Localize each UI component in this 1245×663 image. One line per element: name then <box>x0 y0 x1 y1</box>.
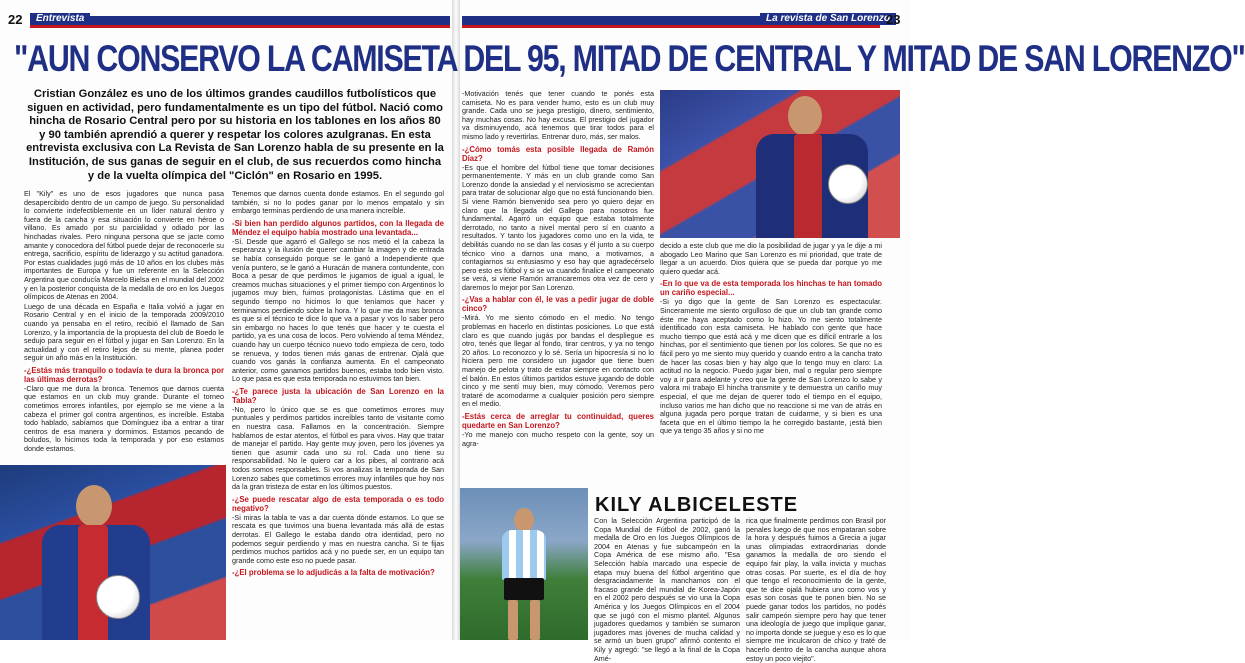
section-label-left: Entrevista <box>30 13 90 25</box>
interview-question: -Si bien han perdido algunos partidos, con la llegada de Méndez el equipo había mostrado una levantada... <box>232 218 444 237</box>
intro-paragraph: Cristian González es uno de los últimos grandes caudillos futbolísticos que siguen en actividad, pero fundamentalmente es un tipo del fútbol. Nació como hincha de Rosario Central pero por su historia en los tablones en los años 80 y 90 también aprendió a querer y respetar los colores azulgranas. En esta entrevista exclusiva con La Revista de San Lorenzo habla de su presente en la Institución, de sus ganas de seguir en el club, de sus recuerdos como hincha y de la vuelta olímpica del "Ciclón" en Rosario en 1995. <box>26 88 444 182</box>
player-photo-right <box>660 90 900 238</box>
interview-question: -¿Se puede rescatar algo de esta temporada o es todo negativo? <box>232 494 444 513</box>
paragraph: -Claro que me dura la bronca. Tenemos que darnos cuenta que estamos en un club muy grande. Durante el torneo cometimos errores infantiles, por ejemplo se me viene a la cabeza el primer gol contra argentinos, es increíble. Estaba todo hablado, sabíamos que Domínguez iba a entrar a tirar centros de esa manera y dormimos. Estamos pecando de boludos, lo hicimos toda la temporada y por eso estamos donde estamos. <box>24 383 224 454</box>
interview-question: -¿Cómo tomás esta posible llegada de Ramón Díaz? <box>462 144 654 163</box>
sidebar-column-2 <box>746 516 886 663</box>
interview-question: -¿Te parece justa la ubicación de San Lorenzo en la Tabla? <box>232 386 444 405</box>
page-number-left: 22 <box>8 12 23 27</box>
paragraph: -Si miras la tabla te vas a dar cuenta dónde estamos. Lo que se rescata es que tuvimos una buena levantada más allá de estas derrotas. El Gallego le estaba dando otra identidad, pero no podemos seguir perdiendo y mas en nuestra cancha. Si te fijas perdimos muchos partidos acá y no puede ser, en un equipo tan grande como este eso no puede pasar. <box>232 512 444 565</box>
paragraph: rica que finalmente perdimos con Brasil por penales luego de que nos empataran sobre la hora y después fuimos a Grecia a jugar unas olimpiadas extraordinarias donde ganamos la medalla de oro siendo el equipo fair play, la valla invicta y muchas otras cosas. Por suerte, es el día de hoy que tengo el reconocimiento de la gente, que te dice ojalá hubiera uno como vos y esas son cosas que te ponen bien. No se puede ganar todos los partidos, no podés salir campeón siempre pero hay que tener una ideología de juego que implique ganar, no importa donde se juegue y eso es lo que siempre me inculcaron de chico y traté de hacerlo dentro de la cancha aunque ahora estoy un poco viejito". <box>746 516 886 663</box>
paragraph: -Mirá. Yo me siento cómodo en el medio. No tengo problemas en hacerlo en distintas posiciones. Lo que está claro es que cuando jugás por bandas el despliegue es otro, tenés que llegar al fondo, tirar centros, y ya no tengo 20 años. Lo reconozco y lo sé. Sería un hipocresía si no lo hiciera pero me considero un jugador que tiene buen manejo de pelota y trato de estar siempre en contacto con el balón. En estos últimos partidos estuve jugando de doble cinco y me sentí muy bien, muy cómodo. Veremos pero trataré de acomodarme a cualquier posición pero siempre en el medio. <box>462 313 654 409</box>
interview-question: -En lo que va de esta temporada los hinchas te han tomado un cariño especial... <box>660 279 882 298</box>
paragraph: -Es que el hombre del fútbol tiene que tomar decisiones permanentemente. Y más en un club grande como San Lorenzo donde la ansiedad y el nerviosismo se acrecientan para tratar de solucionar algo que no está funcionando bien. Si viene Ramón bienvenido sea pero yo quiero dejar en claro que la llegada del Gallego para nosotros fue fundamental. Agarró un equipo que estaba totalmente derrotado, no tanto a nivel mental pero sí en cuanto a resultados. Y tanto los jugadores como uno en la vida, te debilitás cuando no se dan las cosas y él junto a su cuerpo técnico vino a darnos una mano, a motivarnos, a contagiarnos su entusiasmo y eso hay que agradecérselo pero esto es fútbol y si se va cuando finalice el campeonato se verá, si viene Ramón arrancaremos otra vez de cero y daremos lo mejor por San Lorenzo. <box>462 162 654 292</box>
sidebar-title: KILY ALBICELESTE <box>595 494 799 516</box>
paragraph: -Sí. Desde que agarró el Gallego se nos metió el la cabeza la esperanza y la ilusión de querer cambiar la imagen y de entrada se había conseguido porque se le ganó a Independiente que venía puntero, se le ganó a Huracán de manera contundente, con Boca a pesar de que perdimos le jugamos de igual a igual, le creamos muchas situaciones y el primer tiempo con Argentinos lo jugamos muy bien, fuimos protagonistas. Lástima que en el segundo tiempo no hicimos lo que teníamos que hacer y terminamos perdiendo sobre la hora. Y lo que me da mas bronca es que si el técnico te dice lo que va a pasar y vos lo saber pero sin embargo no haces lo que tenés que hacer y te cuesta el partido, ya es una cosa de locos. Pero volviendo al tema Méndez, cuando hay un cuerpo técnico nuevo todo empieza de cero, todo se renueva, y todos tienen más ganas de entrenar. Ojalá que cuando vos ganás la confianza aumenta. En el campeonato anterior, como ganamos partidos buenos, estaba todo bien visto. Lo que pasa es que esta temporada no estuvimos tan bien. <box>232 236 444 384</box>
paragraph: Luego de una década en España e Italia volvió a jugar en Rosario Central y en el inicio de la temporada 2009/2010 cuando ya pensaba en el retiro, recibió el llamado de San Lorenzo, y la importancia de la propuesta del club de Boedo le sedujo para seguir en el fútbol y jugar en San Lorenzo. En la actualidad y con el retiro lejos de su mente, planea poder seguir un año más en la Institución. <box>24 301 224 363</box>
header-bar-left <box>30 16 450 25</box>
paragraph: -Motivación tenés que tener cuando te ponés esta camiseta. No es para vender humo, esto es un club muy grande. Cada uno se juega prestigio, dinero, sentimiento, hay muchas cosas. No hay excusa. El prestigio del jugador va disminuyendo, acá tenemos que tirar todos para el mismo lado y revertirlas. Entrenar duro, más, ser malos. <box>462 89 654 141</box>
article-column-2 <box>232 190 444 638</box>
sidebar-column-1 <box>594 516 740 663</box>
interview-question: -¿Estás más tranquilo o todavía te dura la bronca por las últimas derrotas? <box>24 365 224 384</box>
article-column-1 <box>24 190 224 462</box>
article-column-4 <box>660 242 882 484</box>
interview-question: -¿El problema se lo adjudicás a la falta de motivación? <box>232 568 435 578</box>
paragraph: Tenemos que darnos cuenta donde estamos. En el segundo gol también, si no lo podes ganar por lo menos empatalo y sin embargo terminas perdiendo de una manera increíble. <box>232 189 444 216</box>
paragraph: decido a este club que me dio la posibilidad de jugar y ya le dije a mi abogado Leo Marino que San Lorenzo es mi prioridad, que trate de llegar a un acuerdo. Dios quiera que se pueda dar porque yo me quiero quedar acá. <box>660 241 882 276</box>
paragraph: -Yo me manejo con mucho respeto con la gente, soy un agra- <box>462 430 654 448</box>
page-number-right: 23 <box>886 12 901 27</box>
article-column-3 <box>462 90 654 484</box>
headline: "AUN CONSERVO LA CAMISETA DEL 95, MITAD DE CENTRAL Y MITAD DE SAN LORENZO" <box>14 38 1245 79</box>
page-gutter <box>452 0 460 640</box>
paragraph: -Si yo digo que la gente de San Lorenzo es espectacular. Sinceramente me siento orgulloso de que un club tan grande como éste me haya aceptado como lo hizo. Yo me siento totalmente identificado con esta camiseta. He hablado con gente que hace mucho tiempo que está acá y me dicen que es difícil entrarle a los hinchas, por el sentimiento que tienen por los colores. Se que no es fácil pero yo me siento muy querido y cuando entro a la cancha trato de hacer las cosas bien y hay algo que lo tengo muy en claro: La actitud no la negocio. Puedo jugar bien, mal o regular pero siempre voy a ir para adelante y creo que la gente de San Lorenzo lo sabe y valora mi trabajo El hincha transmite y te demuestra un cariño muy especial, el que me dejan de querer todo el tiempo en el equipo, incluso varios me han dicho que no reaccione si me van de atrás en alguna jugada pero porque tratan de cuidarme, y si bien es una faceta que en el último tiempo la he corregido bastante, ¡está bien que ya tengo 35 años y si no me <box>660 297 882 436</box>
section-label-right: La revista de San Lorenzo <box>760 13 896 25</box>
interview-question: -¿Vas a hablar con él, le vas a pedir jugar de doble cinco? <box>462 295 654 314</box>
paragraph: El "Kily" es uno de esos jugadores que nunca pasa desapercibido dentro de un campo de juego. Su personalidad lo convierte indefectiblemente en un líder natural dentro y fuera de la cancha y esa situación lo convierte en héroe o villano. Es amado por su parcialidad y odiado por las hinchadas rivales. Pero ninguna persona que se jacte como amante y conocedora del fútbol puede dejar de reconocerle su entrega, sacrificio, espíritu de liderazgo y su actitud ganadora. Por estas cualidades jugó más de 10 años en los clubes más importantes de Europa y fue un referente en la Selección Argentina que conducía Marcelo Bielsa en el mundial del 2002 y en la posterior conquista de la medalla de oro en los Juegos olímpicos de Atenas en 2004. <box>24 189 224 302</box>
paragraph: Con la Selección Argentina participó de la Copa Mundial de Fútbol de 2002, ganó la medalla de Oro en los Juegos Olímpicos de 2004 en Atenas y fue subcampeón en la Copa América de ese mismo año. "Esa Selección había marcado una especie de etapa muy buena del fútbol argentino que desgraciadamente la manchamos con el fracaso grande del mundial de Korea-Japón en el 2002 pero después se vio una la Copa América y los Juegos Olímpicos en el 2004 que se jugó con el mismo plantel. Algunos jugadores quedamos y también se sumaron jugadores mas jóvenes de mucha calidad y se armó un buen grupo" afirmó contento el Kily y agregó: "se llegó a la final de la Copa Amé- <box>594 516 740 663</box>
player-photo-left <box>0 465 226 640</box>
paragraph: -No, pero lo único que se es que cometimos errores muy puntuales y perdimos partidos increíbles tanto de visitante como en nuestra casa. Fallamos en la concentración. Siempre hablamos de estar atentos, el fútbol es para vivos. Hay que tratar de manejar el partido. Hay gente muy joven, pero los jóvenes ya tienen que asumir cada uno su rol. Cada uno tiene su responsabilidad. No le quiero car a los pibes, al contrario acá todos somos responsables. Si vos analizas la temporada de San Lorenzo sabes que cometimos errores muy infantiles que hoy nos da la gran tristeza de estar en los últimos puestos. <box>232 404 444 492</box>
interview-question: -Estás cerca de arreglar tu continuidad, queres quedarte en San Lorenzo? <box>462 412 654 430</box>
national-team-photo <box>460 488 588 640</box>
